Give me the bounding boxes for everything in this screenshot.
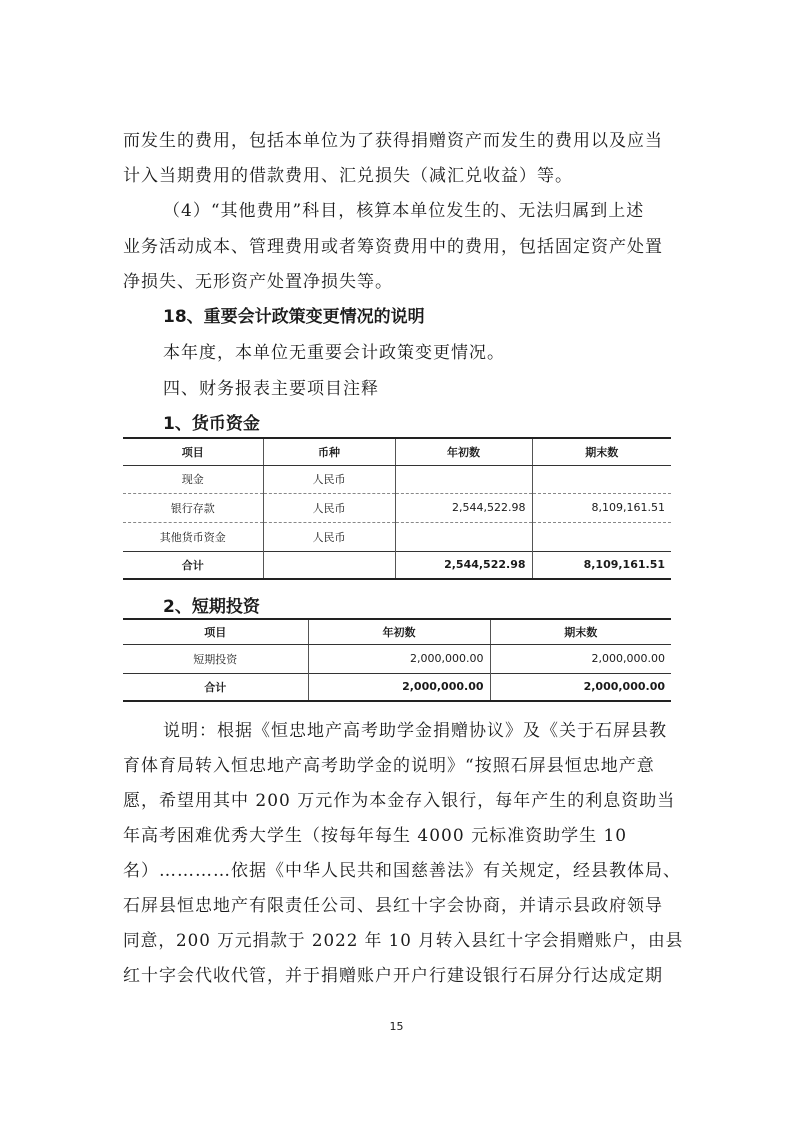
table-row: [123, 644, 671, 673]
note-text-line: 同意，200 万元捐款于 2022 年 10 月转入县红十字会捐赠账户，由县: [123, 931, 684, 951]
body-text-line: 业务活动成本、管理费用或者筹资费用中的费用，包括固定资产处置: [123, 237, 663, 257]
invest-table-heading: 2、短期投资: [163, 597, 260, 617]
body-text-line: 而发生的费用，包括本单位为了获得捐赠资产而发生的费用以及应当: [123, 131, 663, 151]
section-heading-4: 四、财务报表主要项目注释: [163, 379, 379, 399]
table-cell: 人民币: [263, 465, 395, 493]
table-row: [123, 465, 671, 493]
table-cell: [395, 465, 532, 493]
table-cell: [263, 551, 395, 579]
table-total-row: [123, 673, 671, 701]
body-text-line: （4）“其他费用”科目，核算本单位发生的、无法归属到上述: [163, 201, 645, 221]
column-header: 年初数: [395, 438, 532, 465]
table-cell: [395, 522, 532, 551]
column-header: 期末数: [490, 619, 671, 644]
table-cell: [532, 465, 671, 493]
invest-table: [123, 618, 671, 702]
column-header: 项目: [123, 619, 308, 644]
table-header-row: [123, 438, 671, 465]
table-cell: 现金: [123, 465, 263, 493]
column-header: 年初数: [308, 619, 490, 644]
table-cell: [532, 522, 671, 551]
note-text-line: 石屏县恒忠地产有限责任公司、县红十字会协商，并请示县政府领导: [123, 896, 663, 916]
note-text-line: 愿，希望用其中 200 万元作为本金存入银行，每年产生的利息资助当: [123, 791, 676, 811]
table-cell: 2,544,522.98: [395, 493, 532, 522]
table-cell: 合计: [123, 551, 263, 579]
table-cell: 短期投资: [123, 644, 308, 673]
page-number: 15: [389, 1020, 404, 1033]
cash-table-heading: 1、货币资金: [163, 414, 260, 434]
table-row: [123, 522, 671, 551]
column-header: 期末数: [532, 438, 671, 465]
note-text-line: 说明：根据《恒忠地产高考助学金捐赠协议》及《关于石屏县教: [163, 721, 667, 741]
section-18-text: 本年度，本单位无重要会计政策变更情况。: [163, 343, 505, 363]
table-row: [123, 493, 671, 522]
section-heading-18: 18、重要会计政策变更情况的说明: [163, 307, 425, 327]
table-cell: 2,000,000.00: [308, 673, 490, 701]
table-cell: 银行存款: [123, 493, 263, 522]
table-cell: 8,109,161.51: [532, 551, 671, 579]
table-cell: 2,000,000.00: [490, 673, 671, 701]
table-cell: 2,000,000.00: [308, 644, 490, 673]
table-cell: 人民币: [263, 493, 395, 522]
note-text-line: 育体育局转入恒忠地产高考助学金的说明》“按照石屏县恒忠地产意: [123, 756, 655, 776]
body-text-line: 净损失、无形资产处置净损失等。: [123, 272, 393, 292]
table-cell: 人民币: [263, 522, 395, 551]
table-cell: 2,544,522.98: [395, 551, 532, 579]
table-cell: 其他货币资金: [123, 522, 263, 551]
table-cell: 合计: [123, 673, 308, 701]
note-text-line: 红十字会代收代管，并于捐赠账户开户行建设银行石屏分行达成定期: [123, 966, 663, 986]
note-text-line: 名）…………依据《中华人民共和国慈善法》有关规定，经县教体局、: [123, 861, 681, 881]
table-cell: 8,109,161.51: [532, 493, 671, 522]
body-text-line: 计入当期费用的借款费用、汇兑损失（减汇兑收益）等。: [123, 166, 573, 186]
column-header: 项目: [123, 438, 263, 465]
table-total-row: [123, 551, 671, 579]
cash-table: [123, 437, 671, 580]
table-cell: 2,000,000.00: [490, 644, 671, 673]
column-header: 币种: [263, 438, 395, 465]
note-text-line: 年高考困难优秀大学生（按每年每生 4000 元标准资助学生 10: [123, 826, 628, 846]
table-header-row: [123, 619, 671, 644]
